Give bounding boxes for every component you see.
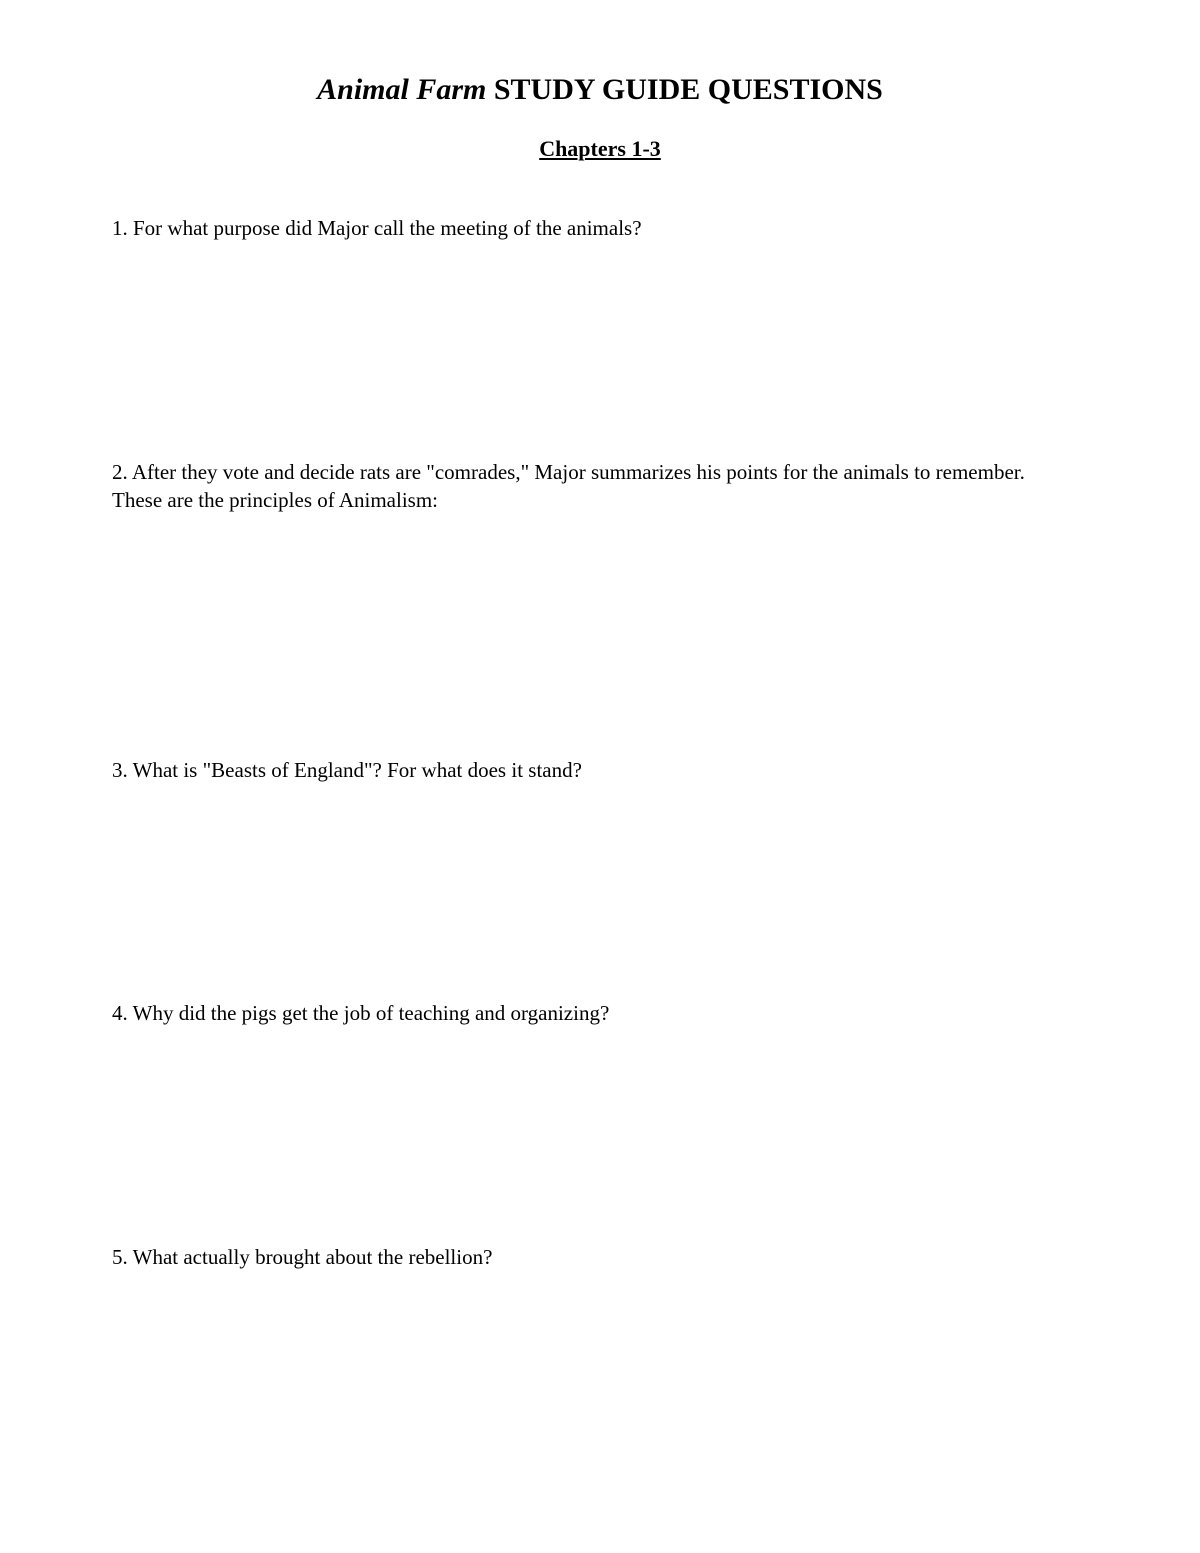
question-text: For what purpose did Major call the meeting of the animals?: [127, 216, 642, 240]
question-text: What is "Beasts of England"? For what does it stand?: [127, 758, 582, 782]
question-number: 1.: [112, 216, 128, 240]
question-number: 5.: [112, 1245, 128, 1269]
page-title: [0, 70, 1200, 110]
title-rest: STUDY GUIDE QUESTIONS: [486, 73, 883, 106]
question-4: [112, 999, 1072, 1027]
question-5: [112, 1243, 1072, 1271]
question-text: What actually brought about the rebellion?: [127, 1245, 493, 1269]
question-text: Why did the pigs get the job of teaching and organizing?: [127, 1001, 610, 1025]
question-3: [112, 756, 1072, 784]
title-book-name: Animal Farm: [317, 73, 487, 106]
question-1: [112, 214, 1072, 242]
question-text: After they vote and decide rats are "comrades," Major summarizes his points for the animals to remember. These are the principles of Animalism:: [112, 460, 1025, 512]
chapters-heading: Chapters 1-3: [539, 136, 661, 161]
question-number: 2.: [112, 460, 128, 484]
question-number: 4.: [112, 1001, 128, 1025]
question-2: [112, 458, 1072, 514]
question-number: 3.: [112, 758, 128, 782]
